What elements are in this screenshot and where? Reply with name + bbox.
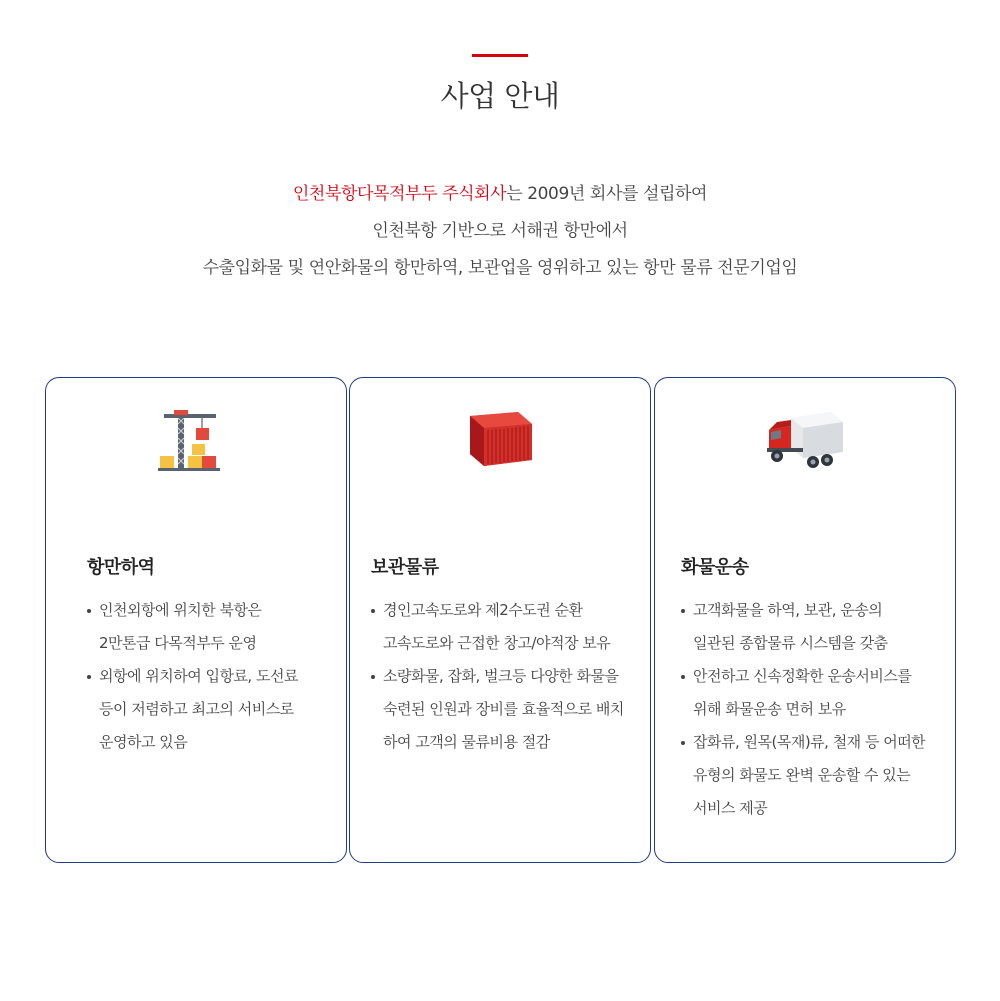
list-line: 고객화물을 하역, 보관, 운송의 (693, 601, 883, 619)
list-line: 운영하고 있음 (99, 733, 188, 751)
list-item (371, 594, 624, 660)
list-line: 숙련된 인원과 장비를 효율적으로 배치 (383, 700, 624, 718)
list-line: 고속도로와 근접한 창고/야적장 보유 (383, 634, 611, 652)
list-line: 일관된 종합물류 시스템을 갖춤 (693, 634, 888, 652)
list-line: 소량화물, 잡화, 벌크등 다양한 화물을 (383, 667, 619, 685)
list-line: 하여 고객의 물류비용 절감 (383, 733, 550, 751)
card-port-handling (45, 377, 347, 863)
list-item (681, 594, 925, 660)
list-line: 외항에 위치하여 입항료, 도선료 (99, 667, 298, 685)
crane-icon (156, 408, 236, 474)
list-item (681, 660, 925, 726)
list-line: 잡화류, 원목(목재)류, 철재 등 어떠한 (693, 733, 926, 751)
card-storage-logistics (349, 377, 651, 863)
title-accent-bar (472, 54, 528, 57)
truck-icon (765, 408, 845, 474)
intro-text (0, 176, 1000, 287)
list-item (371, 660, 624, 759)
intro-line-1-rest: 는 2009년 회사를 설립하여 (506, 184, 708, 204)
list-line: 서비스 제공 (693, 799, 768, 817)
list-line: 등이 저렴하고 최고의 서비스로 (99, 700, 294, 718)
list-line: 안전하고 신속정확한 운송서비스를 (693, 667, 912, 685)
list-item (87, 594, 298, 660)
list-line: 경인고속도로와 제2수도권 순환 (383, 601, 583, 619)
intro-line-2: 인천북항 기반으로 서해권 항만에서 (372, 221, 628, 241)
list-line: 2만톤급 다목적부두 운영 (99, 634, 257, 652)
list-item (87, 660, 298, 759)
card-freight-transport (654, 377, 956, 863)
list-line: 유형의 화물도 완벽 운송할 수 있는 (693, 766, 911, 784)
page-title: 사업 안내 (440, 79, 560, 113)
card-title: 화물운송 (681, 557, 749, 578)
list-line: 인천외항에 위치한 북항은 (99, 601, 262, 619)
intro-line-3: 수출입화물 및 연안화물의 항만하역, 보관업을 영위하고 있는 항만 물류 전문기업임 (202, 258, 798, 278)
card-title: 항만하역 (87, 557, 155, 578)
container-icon (460, 408, 540, 474)
card-list (681, 594, 925, 825)
card-title: 보관물류 (371, 557, 439, 578)
list-line: 위해 화물운송 면허 보유 (693, 700, 846, 718)
intro-line-1 (0, 176, 1000, 213)
company-name: 인천북항다목적부두 주식회사 (292, 184, 507, 204)
card-list (87, 594, 298, 759)
list-item (681, 726, 925, 825)
card-list (371, 594, 624, 759)
